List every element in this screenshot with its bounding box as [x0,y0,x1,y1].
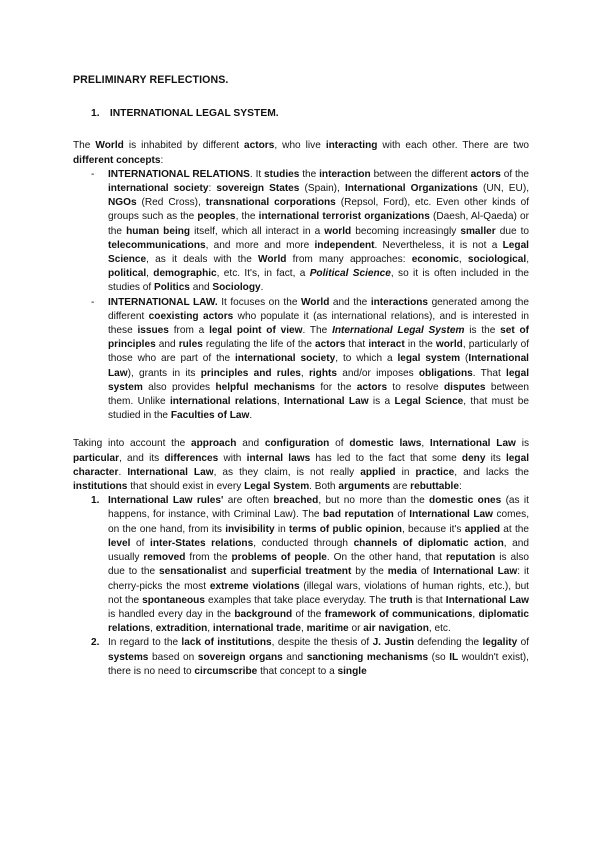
dash-marker: - [91,168,95,180]
emphasis-term: obligations [418,367,473,379]
concepts-list [73,168,529,424]
emphasis-term: superficial treatment [250,566,352,578]
emphasis-term: International Law [433,566,518,578]
emphasis-term: sovereign States [216,183,300,195]
emphasis-term: legal system [108,367,530,393]
emphasis-term: truth [389,594,413,606]
emphasis-term: applied [360,466,396,478]
emphasis-term: Political Science [309,268,391,280]
emphasis-term: diplomatic relations [108,608,530,635]
emphasis-term: set of principles [108,325,530,351]
emphasis-term: human being [126,225,191,237]
emphasis-term: practice [415,466,455,478]
argument-number: 1. [91,495,100,507]
emphasis-term: channels of diplomatic action [353,537,504,549]
emphasis-term: international relations [169,396,277,408]
emphasis-term: legality [482,637,518,649]
emphasis-term: systems [108,651,149,663]
emphasis-term: World [300,296,330,308]
emphasis-term: invisibility [225,523,275,535]
emphasis-term: sovereign organs [197,651,283,663]
document-title: PRELIMINARY REFLECTIONS. [73,74,229,86]
emphasis-term: removed [143,552,186,564]
emphasis-term: media [387,566,417,578]
arguments-list [73,494,529,679]
argument-text: In regard to the lack of institutions, despite the thesis of J. Justin defending the legality of systems based on sovereign organs and sanctioning mechanisms (so IL wouldn't exist), there is no need to circumscribe that concept to a single [108,637,529,677]
emphasis-term: Faculties of Law [170,410,250,422]
emphasis-term: INTERNATIONAL RELATIONS [108,168,250,180]
concept-international-relations [73,168,529,296]
emphasis-term: rebuttable [410,481,459,493]
dash-marker: - [91,296,95,308]
emphasis-term: J. Justin [372,637,415,649]
argument-text: International Law rules' are often breached, but no more than the domestic ones (as it happens, for instance, with Criminal Law). The bad reputation of International Law comes, on the one hand, from its invisibility in terms of public opinion, because it's applied at the level of inter-States relations, conducted through channels of diplomatic action, and usually removed from the problems of people. On the other hand, that reputation is also due to the sensationalist and superficial treatment by the media of International Law: it cherry-picks the most extreme violations (illegal wars, violations of human rights, etc.), but not the spontaneous examples that take place everyday. The truth is that International Law is handled every day in the background of the framework of communications, diplomatic relations, extradition, international trade, maritime or air navigation, etc. [108,495,530,635]
emphasis-term: independent [314,239,375,251]
emphasis-term: circumscribe [194,665,258,677]
emphasis-term: principles and rules [200,367,301,379]
section-number: 1. [91,108,100,120]
emphasis-term: lack of institutions [181,637,272,649]
emphasis-term: breached [273,495,319,507]
emphasis-term: rights [308,367,337,379]
emphasis-term: issues [137,325,169,337]
emphasis-term: international society [108,183,209,195]
emphasis-term: arguments [338,481,390,493]
emphasis-term: international trade [212,623,301,635]
emphasis-term: differences [164,452,219,464]
emphasis-term: international society [235,353,336,365]
emphasis-term: IL [449,651,459,663]
emphasis-term: institutions [73,481,128,493]
emphasis-term: Legal Science [394,396,464,408]
emphasis-term: smaller [460,225,496,237]
emphasis-term: approach [191,438,237,450]
emphasis-term: terms of public opinion [288,523,402,535]
emphasis-term: Sociology [212,282,261,294]
emphasis-term: particular [73,452,119,464]
concept-text: INTERNATIONAL LAW. It focuses on the World and the interactions generated among the different coexisting actors who populate it (as international relations), and is interested in these issues from a legal point of view. The International Legal System is the set of principles and rules regulating the life of the actors that interact in the world, particularly of those who are part of the international society, to which a legal system (International Law), grants in its principles and rules, rights and/or imposes obligations. That legal system also provides helpful mechanisms for the actors to resolve disputes between them. Unlike international relations, International Law is a Legal Science, that must be studied in the Faculties of Law. [108,296,530,422]
emphasis-term: domestic ones [429,495,502,507]
emphasis-term: level [108,537,131,549]
emphasis-term: interacting [325,140,378,152]
emphasis-term: International Legal System [332,325,465,337]
emphasis-term: disputes [444,381,486,393]
section-label: INTERNATIONAL LEGAL SYSTEM. [109,108,279,120]
argument-item-2 [73,636,529,679]
emphasis-term: single [337,665,367,677]
emphasis-term: telecommunications [108,239,206,251]
emphasis-term: legal system [397,353,461,365]
emphasis-term: problems of people [231,552,327,564]
emphasis-term: sensationalist [158,566,227,578]
emphasis-term: World [95,140,124,152]
section-heading [91,107,529,121]
emphasis-term: legal point of view [209,325,303,337]
emphasis-term: Legal System [244,481,310,493]
emphasis-term: world [324,225,352,237]
emphasis-term: rules [178,339,203,351]
emphasis-term: interact [368,339,405,351]
concept-text: INTERNATIONAL RELATIONS. It studies the interaction between the different actors of the international society: sovereign States (Spain), International Organizations (UN, EU), NGOs (Red Cross), transnational corporations (Repsol, Ford), etc. Even other kinds of groups such as the peoples, the international terrorist organizations (Daesh, Al-Qaeda) or the human being itself, which all interact in a world becoming increasingly smaller due to telecommunications, and more and more independent. Nevertheless, it is not a Legal Science, as it deals with the World from many approaches: economic, sociological, political, demographic, etc. It's, in fact, a Political Science, so it is often included in the studies of Politics and Sociology. [108,168,530,294]
emphasis-term: transnational corporations [205,197,336,209]
emphasis-term: Politics [154,282,190,294]
intro-paragraph: The World is inhabited by different actors, who live interacting with each other. There are two different concepts: [73,140,529,166]
emphasis-term: International Law rules' [108,495,224,507]
emphasis-term: coexisting actors [148,310,234,322]
emphasis-term: actors [470,168,501,180]
argument-number: 2. [91,637,100,649]
emphasis-term: sanctioning mechanisms [306,651,429,663]
emphasis-term: economic [411,254,459,266]
emphasis-term: applied [464,523,501,535]
emphasis-term: deny [461,452,486,464]
emphasis-term: extradition [155,623,208,635]
concept-international-law [73,296,529,424]
emphasis-term: peoples [197,211,236,223]
emphasis-term: World [258,254,287,266]
emphasis-term: helpful mechanisms [215,381,315,393]
emphasis-term: international terrorist organizations [258,211,430,223]
emphasis-term: International Law [127,466,214,478]
rebuttal-intro-paragraph: Taking into account the approach and configuration of domestic laws, International Law is particular, and its differences with internal laws has led to the fact that some deny its legal character. International Law, as they claim, is not really applied in practice, and lacks the institutions that should exist in every Legal System. Both arguments are rebuttable: [73,438,530,493]
emphasis-term: framework of communications [324,608,473,620]
emphasis-term: actors [315,339,346,351]
argument-item-1 [73,494,529,636]
emphasis-term: air navigation [363,623,429,635]
emphasis-term: NGOs [108,197,137,209]
emphasis-term: International Law [108,353,529,379]
emphasis-term: INTERNATIONAL LAW. [108,296,218,308]
emphasis-term: inter-States relations [150,537,254,549]
emphasis-term: extreme violations [209,580,300,592]
emphasis-term: interaction [319,168,371,180]
emphasis-term: different concepts [73,154,161,166]
emphasis-term: configuration [264,438,330,450]
emphasis-term: background [234,608,293,620]
emphasis-term: world [435,339,463,351]
emphasis-term: domestic laws [349,438,422,450]
emphasis-term: reputation [445,552,496,564]
emphasis-term: legal character [73,452,530,478]
emphasis-term: International Law [409,509,493,521]
emphasis-term: studies [264,168,300,180]
emphasis-term: spontaneous [142,594,205,606]
emphasis-term: Legal Science [108,239,529,266]
emphasis-term: political [108,268,147,280]
emphasis-term: actors [244,140,275,152]
emphasis-term: International Law [445,594,529,606]
emphasis-term: bad reputation [323,509,394,521]
emphasis-term: interactions [370,296,429,308]
emphasis-term: demographic [153,268,217,280]
emphasis-term: International Law [429,438,516,450]
emphasis-term: actors [356,381,388,393]
emphasis-term: internal laws [246,452,311,464]
emphasis-term: International Organizations [344,183,478,195]
emphasis-term: maritime [306,623,349,635]
emphasis-term: sociological [467,254,527,266]
emphasis-term: International Law [284,396,369,408]
